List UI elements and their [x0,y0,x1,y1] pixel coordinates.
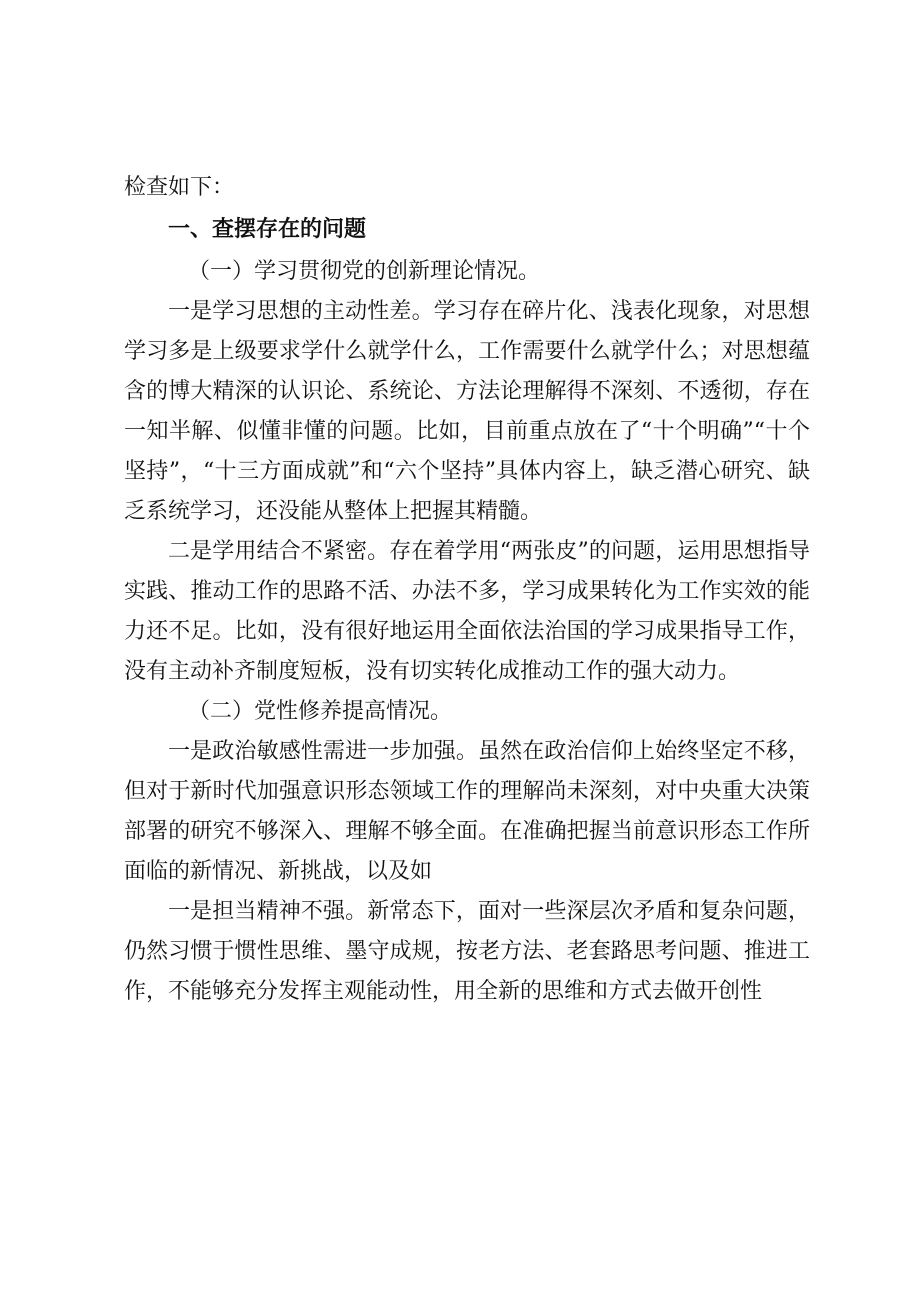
section-2-paragraph-2: 一是担当精神不强。新常态下，面对一些深层次矛盾和复杂问题，仍然习惯于惯性思维、墨守成规，按老方法、老套路思考问题、推进工作，不能够充分发挥主观能动性，用全新的思维和方式去做开创性 [124,899,810,1004]
heading-problems: 一、查摆存在的问题 [168,217,367,242]
document-body [124,168,810,1012]
section-2-paragraph-1: 一是政治敏感性需进一步加强。虽然在政治信仰上始终坚定不移，但对于新时代加强意识形态领域工作的理解尚未深刻，对中央重大决策部署的研究不够深入、理解不够全面。在准确把握当前意识形态工作所面临的新情况、新挑战，以及如 [124,739,810,884]
intro-line: 检查如下： [124,175,235,200]
section-1-title: （一）学习贯彻党的创新理论情况。 [188,259,541,284]
section-1-paragraph-1: 一是学习思想的主动性差。学习存在碎片化、浅表化现象，对思想学习多是上级要求学什么就学什么，工作需要什么就学什么；对思想蕴含的博大精深的认识论、系统论、方法论理解得不深刻、不透彻，存在一知半解、似懂非懂的问题。比如，目前重点放在了“十个明确”“十个坚持”，“十三方面成就”和“六个坚持”具体内容上，缺乏潜心研究、缺乏系统学习，还没能从整体上把握其精髓。 [124,299,810,524]
section-2-title: （二）党性修养提高情况。 [188,699,453,724]
section-1-paragraph-2: 二是学用结合不紧密。存在着学用“两张皮”的问题，运用思想指导实践、推动工作的思路不活、办法不多，学习成果转化为工作实效的能力还不足。比如，没有很好地运用全面依法治国的学习成果指导工作，没有主动补齐制度短板，没有切实转化成推动工作的强大动力。 [124,539,810,684]
